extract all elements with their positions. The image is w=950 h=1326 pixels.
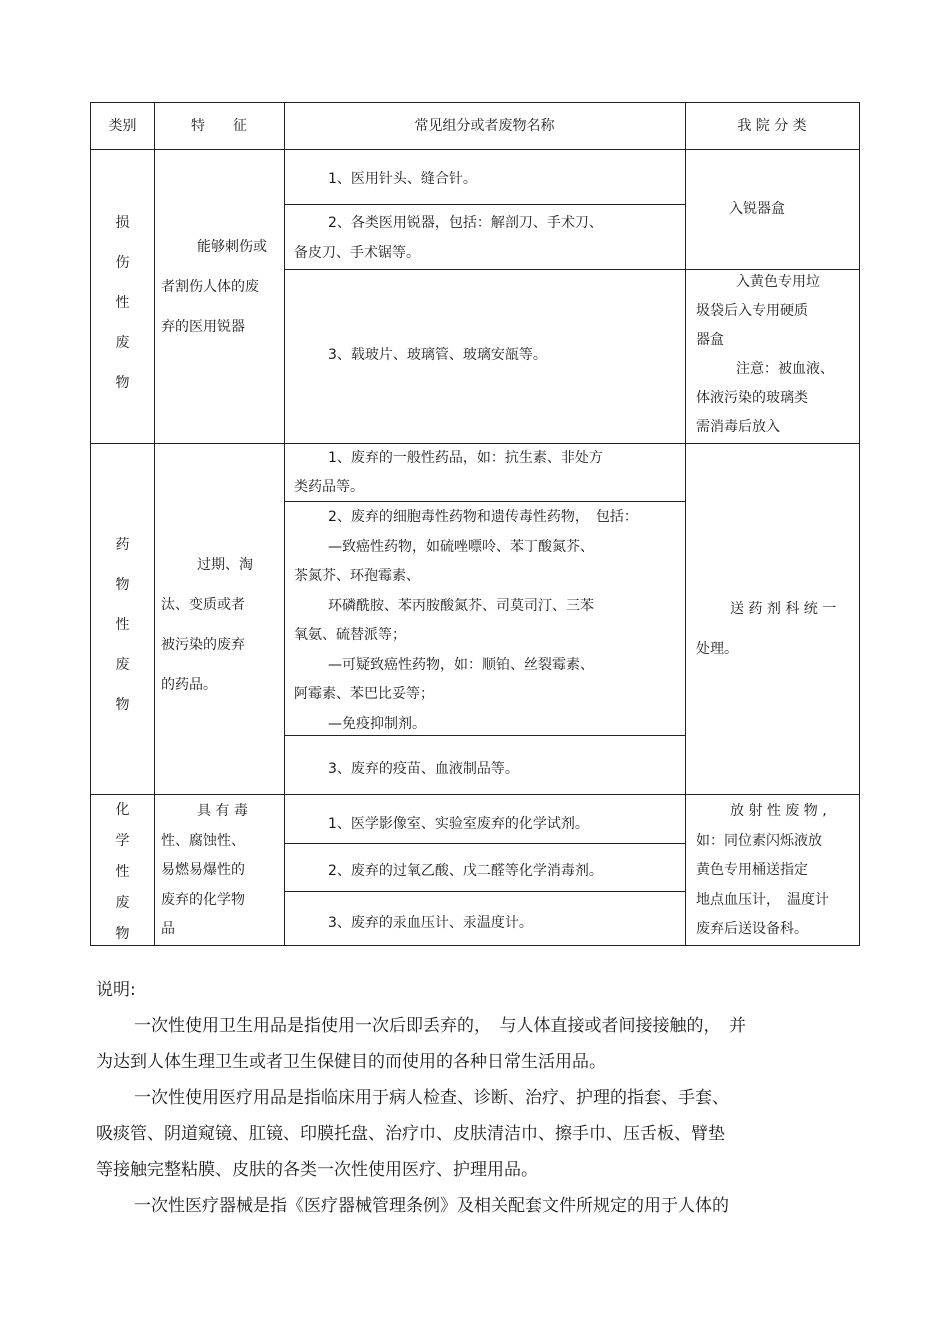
text-line: 放 射 性 废 物 , [730, 803, 827, 819]
header-components: 常见组分或者废物名称 [414, 118, 555, 134]
notes-section [96, 972, 856, 1224]
header-category: 类别 [108, 118, 137, 134]
text-line: 1、废弃的一般性药品，如：抗生素、非处方 [328, 450, 603, 466]
header-classification: 我 院 分 类 [737, 118, 807, 134]
col-divider [685, 103, 686, 945]
text-line: 入黄色专用垃 [736, 274, 820, 290]
category-char: 损 [115, 215, 130, 231]
text-line: 阿霉素、苯巴比妥等； [294, 686, 434, 702]
category-drug-waste [91, 525, 154, 725]
category-char: 化 [115, 802, 130, 818]
text-line: 体液污染的玻璃类 [696, 390, 808, 406]
header-feature: 特 征 [191, 118, 247, 134]
category-char: 性 [115, 864, 130, 880]
col-divider [154, 103, 155, 945]
feature-drug-waste [161, 545, 281, 705]
sharp-item-3: 3、载玻片、玻璃管、玻璃安瓿等。 [328, 347, 547, 363]
category-char: 物 [115, 697, 130, 713]
text-line: —可疑致癌性药物，如：顺铂、丝裂霉素、 [328, 656, 594, 673]
text-line: 地点血压计， 温度计 [696, 891, 829, 908]
text-line: 性、腐蚀性、 [161, 832, 245, 849]
category-char: 废 [115, 657, 130, 673]
row-divider [284, 843, 685, 844]
row-divider [91, 794, 859, 795]
text-line: 2、废弃的细胞毒性药物和遗传毒性药物， 包括： [328, 509, 638, 525]
notes-paragraph-3: 一次性医疗器械是指《医疗器械管理条例》及相关配套文件所规定的用于人体的 [134, 1196, 729, 1216]
text-line: 如：同位素闪烁液放 [696, 832, 822, 849]
category-char: 废 [115, 335, 130, 351]
text-line: 注意：被血液、 [736, 361, 834, 377]
category-char: 药 [115, 537, 130, 553]
text-line: 汰、变质或者 [161, 597, 245, 613]
drug-item-1 [294, 444, 679, 502]
category-char: 性 [115, 295, 130, 311]
text-line: 的药品。 [161, 677, 217, 693]
chemical-class-radioactive [696, 797, 858, 945]
notes-heading: 说明: [96, 980, 136, 1000]
text-line: —致癌性药物，如硫唑嘌呤、苯丁酸氮芥、 [328, 538, 594, 555]
row-divider [284, 891, 685, 892]
text-line: 备皮刀、手术锯等。 [294, 245, 420, 261]
category-char: 性 [115, 617, 130, 633]
text-line: 易燃易爆性的 [161, 862, 245, 878]
text-line: 具 有 毒 [197, 803, 248, 819]
text-line: 需消毒后放入 [696, 419, 780, 435]
category-char: 物 [115, 926, 130, 942]
text-line: 被污染的废弃 [161, 637, 245, 653]
text-line: 黄色专用桶送指定 [696, 862, 808, 878]
sharp-class-yellow-bag [696, 268, 856, 442]
text-line: 品 [161, 921, 175, 937]
notes-paragraph-2-cont: 等接触完整粘膜、皮肤的各类一次性使用医疗、护理用品。 [96, 1160, 538, 1180]
text-line: 处理。 [696, 641, 738, 657]
category-char: 废 [115, 895, 130, 911]
row-divider [91, 149, 859, 150]
category-chemical-waste [91, 795, 154, 950]
feature-sharp-waste: 能够刺伤或者割伤人体的废弃的医用锐器 [161, 239, 267, 335]
sharp-item-1: 1、医用针头、缝合针。 [328, 171, 477, 187]
notes-paragraph-1: 一次性使用卫生用品是指使用一次后即丢弃的， 与人体直接或者间接接触的， 并 [134, 1016, 746, 1036]
category-sharp-waste [91, 203, 154, 403]
notes-paragraph-2: 一次性使用医疗用品是指临床用于病人检查、诊断、治疗、护理的指套、手套、 [134, 1088, 729, 1108]
chemical-item-1: 1、医学影像室、实验室废弃的化学试剂。 [328, 816, 589, 832]
text-line: —免疫抑制剂。 [328, 715, 426, 732]
text-line: 废弃后送设备科。 [696, 921, 808, 937]
text-line: 器盒 [696, 332, 724, 348]
sharp-class-sharps-box: 入锐器盒 [729, 201, 785, 217]
chemical-item-2: 2、废弃的过氧乙酸、戊二醛等化学消毒剂。 [328, 863, 603, 879]
category-char: 学 [115, 833, 130, 849]
text-line: 圾袋后入专用硬质 [696, 303, 808, 319]
text-line: 2、各类医用锐器，包括：解剖刀、手术刀、 [328, 215, 603, 231]
category-char: 物 [115, 577, 130, 593]
feature-chemical-waste [161, 797, 281, 945]
text-line: 类药品等。 [294, 479, 364, 495]
text-line: 氧氨、硫替派等； [294, 627, 406, 643]
sharp-item-2 [294, 208, 679, 268]
category-char: 物 [115, 375, 130, 391]
notes-paragraph-1-cont: 为达到人体生理卫生或者卫生保健目的而使用的各种日常生活用品。 [96, 1052, 606, 1072]
category-char: 伤 [115, 255, 130, 271]
text-line: 茶氮芥、环孢霉素、 [294, 568, 420, 584]
notes-paragraph-2-cont: 吸痰管、阴道窥镜、肛镜、印膜托盘、治疗巾、皮肤清洁巾、擦手巾、压舌板、臂垫 [96, 1124, 725, 1144]
text-line: 环磷酰胺、苯丙胺酸氮芥、司莫司汀、三苯 [328, 597, 594, 614]
col-divider [284, 103, 285, 945]
drug-class-pharmacy [696, 589, 856, 669]
text-line: 废弃的化学物 [161, 891, 245, 908]
chemical-item-3: 3、废弃的汞血压计、汞温度计。 [328, 915, 533, 931]
drug-item-2 [294, 503, 682, 739]
text-line: 过期、淘 [197, 557, 253, 573]
waste-classification-table [90, 102, 860, 946]
row-divider [284, 204, 685, 205]
text-line: 送 药 剂 科 统 一 [730, 601, 837, 617]
drug-item-3: 3、废弃的疫苗、血液制品等。 [328, 761, 519, 777]
